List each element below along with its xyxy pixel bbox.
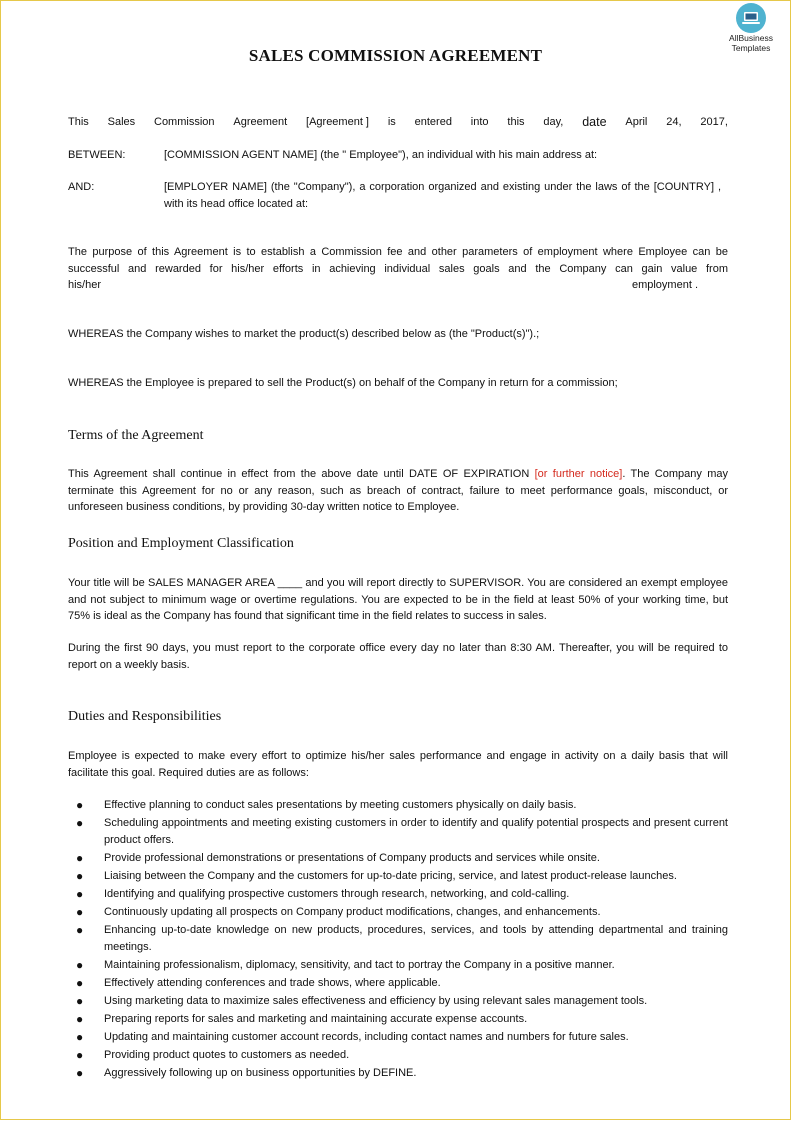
- list-item: [76, 797, 728, 814]
- list-item-text: Enhancing up-to-date knowledge on new products, procedures, services, and tools by attending departmental and training meetings.: [104, 924, 728, 953]
- terms-heading: Terms of the Agreement: [68, 428, 204, 443]
- list-item-text: Maintaining professionalism, diplomacy, sensitivity, and tact to portray the Company in a positive manner.: [104, 958, 615, 971]
- position-paragraph-1: Your title will be SALES MANAGER AREA ____ and you will report directly to SUPERVISOR. You are considered an exempt employee and not subject to minimum wage or overtime regulations. You are expected to be in the field at least 50% of your working time, but 75% is ideal as the Company has found that significant time in the field relates to success in sales.: [68, 577, 728, 622]
- document-title: SALES COMMISSION AGREEMENT: [248, 46, 543, 65]
- intro-word: this: [507, 116, 525, 128]
- bullet-icon: ●: [76, 957, 84, 972]
- duties-heading: Duties and Responsibilities: [68, 709, 222, 724]
- list-item-text: Preparing reports for sales and marketing and maintaining accurate expense accounts.: [104, 1012, 528, 1025]
- bullet-icon: ●: [76, 1011, 84, 1026]
- list-item-text: Effectively attending conferences and trade shows, where applicable.: [104, 976, 441, 989]
- list-item: [76, 868, 728, 885]
- intro-word: day,: [543, 116, 564, 128]
- list-item-text: Continuously updating all prospects on Company product modifications, changes, and enhancements.: [104, 905, 601, 918]
- logo-line1: AllBusiness: [729, 33, 773, 43]
- intro-word: entered: [414, 116, 452, 128]
- terms-text-after: . The Company may terminate this Agreement for no or any reason, such as breach of contract, failure to meet performance goals, misconduct, or unforeseen business conditions, by providing 30-day written notice to Employee.: [68, 468, 729, 513]
- intro-word: is: [387, 116, 396, 128]
- and-clause: [68, 179, 728, 212]
- bullet-icon: ●: [76, 993, 84, 1008]
- list-item: [76, 1029, 728, 1046]
- bullet-icon: ●: [76, 904, 84, 919]
- intro-word: 24,: [666, 116, 682, 128]
- list-item-text: Effective planning to conduct sales presentations by meeting customers physically on daily basis.: [104, 799, 577, 811]
- intro-word: Commission: [154, 116, 215, 128]
- bullet-icon: ●: [76, 868, 84, 883]
- purpose-text: The purpose of this Agreement is to establish a Commission fee and other parameters of employment where Employee can be successful and rewarded for his/her efforts in achieving individual sales goals and the Company can gain value from: [68, 246, 728, 275]
- bullet-icon: ●: [76, 1066, 84, 1081]
- list-item: [76, 1011, 728, 1028]
- intro-word: This: [68, 116, 89, 128]
- list-item-text: Providing product quotes to customers as needed.: [104, 1049, 350, 1062]
- list-item-text: Provide professional demonstrations or presentations of Company products and services while onsite.: [104, 851, 600, 864]
- duties-list: [76, 797, 728, 1083]
- list-item: [76, 886, 728, 903]
- purpose-last-right: employment .: [631, 279, 698, 291]
- between-text: [COMMISSION AGENT NAME] (the " Employee"), an individual with his main address at:: [164, 149, 598, 161]
- purpose-paragraph: [68, 244, 728, 294]
- bullet-icon: ●: [76, 850, 84, 865]
- and-label: AND:: [68, 181, 95, 193]
- intro-word: 2017,: [700, 116, 728, 128]
- list-item: [76, 993, 728, 1010]
- intro-word: into: [470, 116, 489, 128]
- list-item: [76, 1047, 728, 1064]
- whereas-2: WHEREAS the Employee is prepared to sell the Product(s) on behalf of the Company in return for a commission;: [68, 377, 618, 389]
- intro-line: [68, 114, 728, 131]
- list-item: [76, 815, 728, 848]
- list-item: [76, 850, 728, 867]
- list-item: [76, 975, 728, 992]
- bullet-icon: ●: [76, 886, 84, 901]
- intro-word: [Agreement ]: [306, 116, 369, 128]
- position-heading: Position and Employment Classification: [68, 536, 294, 551]
- intro-word: Sales: [107, 116, 136, 128]
- purpose-last-left: his/her: [68, 279, 102, 291]
- whereas-1: WHEREAS the Company wishes to market the product(s) described below as (the "Product(s)").;: [68, 328, 540, 340]
- bullet-icon: ●: [76, 975, 84, 990]
- bullet-icon: ●: [76, 1030, 84, 1045]
- list-item-text: Using marketing data to maximize sales effectiveness and efficiency by using relevant sales management tools.: [104, 994, 648, 1007]
- list-item: [76, 922, 728, 955]
- bullet-icon: ●: [76, 923, 84, 938]
- list-item: [76, 1065, 728, 1082]
- bullet-icon: ●: [76, 1048, 84, 1063]
- list-item-text: Liaising between the Company and the customers for up-to-date pricing, service, and latest product-release launches.: [104, 869, 677, 882]
- list-item: [76, 904, 728, 921]
- list-item-text: Scheduling appointments and meeting existing customers in order to identify and qualify potential prospects and present current product offers.: [104, 817, 728, 846]
- terms-paragraph: [68, 466, 728, 516]
- terms-text-before: This Agreement shall continue in effect from the above date until DATE OF EXPIRATION: [68, 468, 535, 480]
- list-item-text: Identifying and qualifying prospective customers through research, networking, and cold-calling.: [104, 887, 570, 900]
- bullet-icon: ●: [76, 798, 84, 812]
- intro-word: Agreement: [233, 116, 288, 128]
- between-label: BETWEEN:: [68, 149, 126, 161]
- laptop-icon: [736, 3, 766, 33]
- intro-word: April: [625, 116, 648, 128]
- between-clause: [68, 147, 728, 164]
- list-item: [76, 957, 728, 974]
- logo-line2: Templates: [731, 43, 771, 53]
- and-text: [EMPLOYER NAME] (the "Company"), a corporation organized and existing under the laws of the [COUNTRY] , with its head office located at:: [164, 181, 721, 210]
- list-item-text: Aggressively following up on business opportunities by DEFINE.: [104, 1067, 417, 1080]
- terms-text-red: [or further notice]: [534, 468, 623, 480]
- bullet-icon: ●: [76, 816, 84, 831]
- intro-word: date: [582, 115, 607, 129]
- list-item-text: Updating and maintaining customer account records, including contact names and numbers for future sales.: [104, 1031, 629, 1044]
- duties-intro: Employee is expected to make every effort to optimize his/her sales performance and engage in activity on a daily basis that will facilitate this goal. Required duties are as follows:: [68, 750, 728, 779]
- position-paragraph-2: During the first 90 days, you must report to the corporate office every day no later than 8:30 AM. Thereafter, you will be required to report on a weekly basis.: [68, 642, 728, 671]
